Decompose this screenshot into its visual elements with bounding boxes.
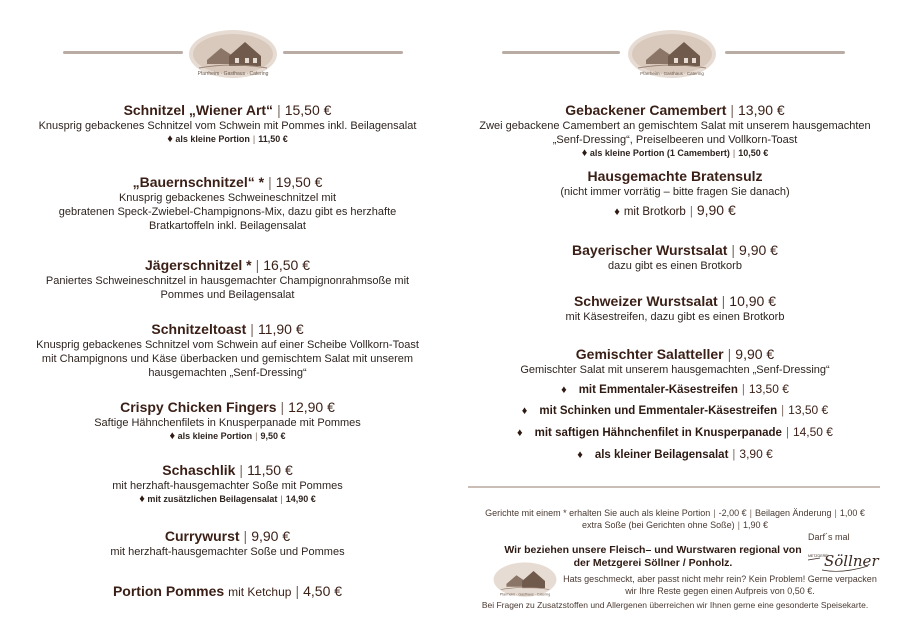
menu-item-schnitzeltoast: [0, 320, 455, 380]
price-separator: |: [239, 462, 244, 478]
leftover-packaging-note: Hats geschmeckt, aber passt nicht mehr rein? Kein Problem! Gerne verpacken wir Ihre Reste gegen einen Aufpreis von 0,50 €.: [563, 574, 877, 596]
item-name: Gemischter Salatteller: [575, 346, 724, 362]
item-description: Knusprig gebackenes Schnitzel vom Schwein auf einer Scheibe Vollkorn-Toast: [36, 339, 419, 351]
diamond-icon: ♦: [561, 384, 567, 396]
item-description: Gemischter Salat mit unserem hausgemachten „Senf-Dressing“: [520, 364, 830, 376]
salat-option: ♦ als kleiner Beilagensalat | 3,90 €: [577, 447, 773, 461]
item-name: Hausgemachte Bratensulz: [587, 168, 763, 184]
item-name: Currywurst: [164, 528, 240, 544]
item-name: Schnitzel „Wiener Art“: [123, 102, 274, 118]
menu-item-hausgemachte-bratensulz: [450, 167, 900, 220]
item-price: 10,90 €: [729, 293, 777, 309]
menu-page-right: [450, 0, 900, 641]
price-separator: |: [731, 242, 736, 258]
diamond-icon: ♦: [614, 206, 620, 218]
menu-item-currywurst: [0, 527, 455, 559]
svg-text:Pfarrheim · Gasthaus · Caterin: Pfarrheim · Gasthaus · Catering: [640, 71, 704, 76]
price-separator: |: [255, 257, 260, 273]
menu-item-crispy-chicken-fingers: [0, 398, 455, 443]
diamond-icon: ♦: [167, 133, 173, 145]
item-name: „Bauernschnitzel“ *: [132, 174, 265, 190]
item-description: mit herzhaft-hausgemachter Soße mit Pommes: [112, 480, 343, 492]
menu-item-schaschlik: [0, 461, 455, 506]
svg-text:Söllner: Söllner: [824, 552, 879, 570]
item-price: 9,90 €: [735, 346, 775, 362]
item-description: Knusprig gebackenes Schnitzel vom Schwein mit Pommes inkl. Beilagensalat: [38, 120, 417, 132]
item-description: „Senf-Dressing“, Preiselbeeren und Vollkorn-Toast: [552, 134, 798, 146]
item-price: 12,90 €: [288, 399, 335, 415]
price-separator: |: [250, 321, 254, 337]
price-separator: |: [295, 583, 300, 599]
item-description: hausgemachten „Senf-Dressing“: [148, 367, 307, 379]
item-price: 13,90 €: [738, 102, 785, 118]
price-separator: |: [730, 102, 734, 118]
item-price: 11,50 €: [247, 462, 293, 478]
header-divider-right: [725, 51, 845, 54]
item-note: (nicht immer vorrätig – bitte fragen Sie danach): [560, 186, 790, 198]
item-description: gebratenen Speck-Zwiebel-Champignons-Mix, dazu gibt es herzhafte: [58, 206, 397, 218]
menu-item-schnitzel-wiener-art: [0, 101, 455, 146]
page-header: [0, 28, 450, 84]
item-price: 4,50 €: [303, 583, 343, 599]
diamond-icon: ♦: [581, 147, 588, 159]
restaurant-logo: [624, 28, 720, 84]
header-divider-left: [502, 51, 620, 54]
menu-item-gemischter-salatteller: [450, 345, 900, 377]
item-option: ♦ als kleine Portion (1 Camembert) | 10,50 €: [581, 147, 769, 159]
item-description: Zwei gebackene Camembert an gemischtem Salat mit unserem hausgemachten: [479, 120, 871, 132]
price-separator: |: [721, 293, 726, 309]
item-option: ♦ mit Brotkorb | 9,90 €: [614, 202, 736, 218]
diamond-icon: ♦: [139, 493, 145, 505]
item-price: 15,50 €: [284, 102, 332, 118]
darfs-mal-label: Darf´s mal: [808, 532, 850, 542]
item-description: Pommes und Beilagensalat: [160, 289, 295, 301]
item-description: Saftige Hähnchenfilets in Knusperpanade mit Pommes: [94, 417, 361, 429]
item-description: mit Champignons und Käse überbacken und gemischtem Salat mit unserem: [41, 353, 414, 365]
diamond-icon: ♦: [521, 405, 528, 417]
price-separator: |: [268, 174, 272, 190]
price-separator: |: [280, 399, 285, 415]
item-price: 16,50 €: [263, 257, 310, 273]
item-name: Bayerischer Wurstsalat: [572, 242, 728, 258]
price-separator: |: [277, 102, 281, 118]
item-name: Crispy Chicken Fingers: [120, 399, 277, 415]
restaurant-logo-small: [490, 561, 560, 601]
item-price: 9,90 €: [251, 528, 291, 544]
item-name: Schweizer Wurstsalat: [573, 293, 718, 309]
footer-divider: [468, 486, 880, 488]
svg-text:METZGEREI: METZGEREI: [808, 554, 829, 558]
salat-option: ♦ mit saftigen Hähnchenfilet in Knusperpanade | 14,50 €: [517, 425, 833, 439]
price-separator: |: [243, 528, 248, 544]
restaurant-logo: [185, 28, 281, 84]
item-description: Paniertes Schweineschnitzel in hausgemachter Champignonrahmsoße mit: [45, 275, 410, 287]
allergen-note: Bei Fragen zu Zusatzstoffen und Allergenen überreichen wir Ihnen gerne eine gesonderte Speisekarte.: [481, 600, 869, 610]
item-name: Gebackener Camembert: [565, 102, 727, 118]
item-name: Schnitzeltoast: [151, 321, 247, 337]
menu-item-jaegerschnitzel: [0, 256, 455, 302]
svg-text:Pfarrheim · Gasthaus · Caterin: Pfarrheim · Gasthaus · Catering: [499, 592, 551, 597]
item-description: dazu gibt es einen Brotkorb: [608, 260, 742, 272]
menu-item-bayerischer-wurstsalat: [450, 241, 900, 273]
item-name: Schaschlik: [162, 462, 236, 478]
item-suffix: mit Ketchup: [228, 585, 292, 599]
salat-option: ♦ mit Emmentaler-Käsestreifen | 13,50 €: [561, 382, 789, 396]
footer-extra-sauce-note: extra Soße (bei Gerichten ohne Soße) | 1,90 €: [582, 520, 768, 530]
header-divider-left: [63, 51, 183, 54]
regional-sourcing-note: Wir beziehen unsere Fleisch– und Wurstwaren regional von der Metzgerei Söllner / Ponholz.: [504, 544, 802, 569]
footer-small-portion-note: Gerichte mit einem * erhalten Sie auch als kleine Portion | -2,00 € | Beilagen Änderung | 1,00 €: [485, 508, 865, 518]
diamond-icon: ♦: [577, 449, 583, 461]
menu-item-bauernschnitzel: [0, 173, 455, 233]
item-name: Portion Pommes: [112, 583, 225, 599]
salat-option: ♦ mit Schinken und Emmentaler-Käsestreifen | 13,50 €: [521, 403, 829, 417]
menu-item-portion-pommes: [0, 582, 455, 601]
svg-text:Pfarrheim · Gasthaus · Caterin: Pfarrheim · Gasthaus · Catering: [197, 71, 269, 77]
menu-item-schweizer-wurstsalat: [450, 292, 900, 324]
item-description: Bratkartoffeln inkl. Beilagensalat: [149, 220, 306, 232]
item-price: 9,90 €: [739, 242, 778, 258]
diamond-icon: ♦: [169, 430, 176, 442]
item-description: Knusprig gebackenes Schweineschnitzel mit: [118, 192, 337, 204]
item-description: mit herzhaft-hausgemachter Soße und Pommes: [110, 546, 345, 558]
item-option: ♦ als kleine Portion | 9,50 €: [169, 430, 286, 442]
item-option: ♦ mit zusätzlichen Beilagensalat | 14,90 €: [139, 493, 316, 505]
page-header: [450, 28, 900, 84]
header-divider-right: [283, 51, 403, 54]
price-separator: |: [727, 346, 732, 362]
item-price: 11,90 €: [257, 321, 304, 337]
item-price: 19,50 €: [275, 174, 323, 190]
menu-item-gebackener-camembert: [450, 101, 900, 160]
diamond-icon: ♦: [517, 427, 523, 439]
item-option: ♦ als kleine Portion | 11,50 €: [167, 133, 288, 145]
item-name: Jägerschnitzel *: [145, 257, 252, 273]
item-description: mit Käsestreifen, dazu gibt es einen Brotkorb: [565, 311, 785, 323]
